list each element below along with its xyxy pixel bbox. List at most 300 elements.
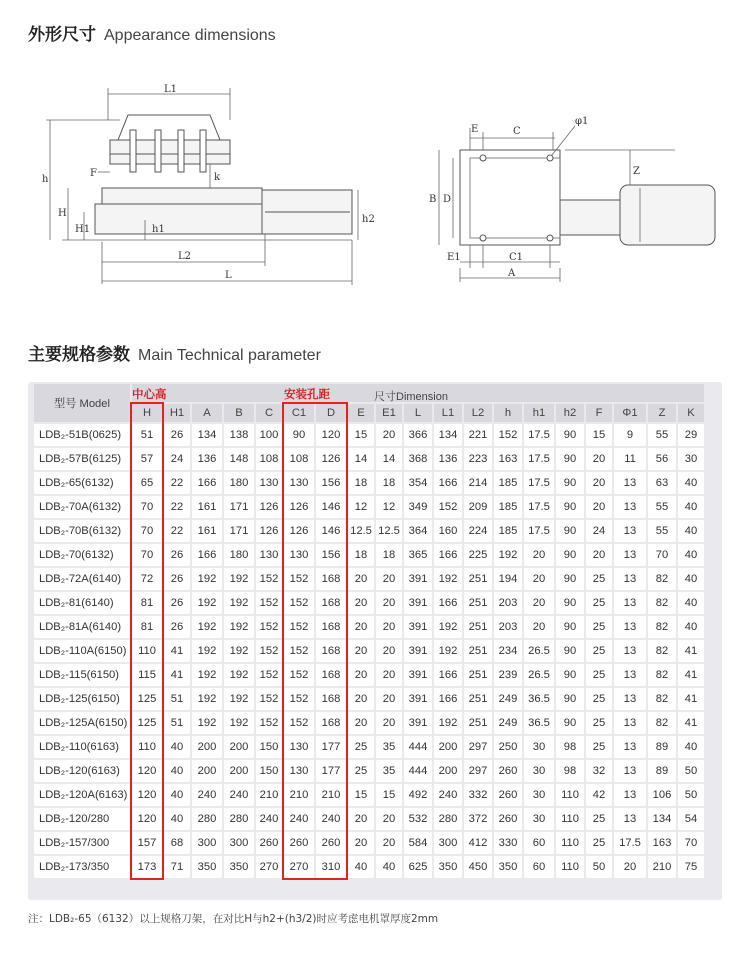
value-cell: 70 [648, 544, 676, 566]
value-cell: 152 [256, 664, 282, 686]
value-cell: 35 [376, 760, 402, 782]
column-header-3: B [224, 404, 254, 422]
value-cell: 168 [316, 616, 346, 638]
value-cell: 25 [586, 568, 612, 590]
value-cell: 18 [348, 472, 374, 494]
value-cell: 166 [434, 472, 462, 494]
value-cell: 14 [348, 448, 374, 470]
value-cell: 100 [256, 424, 282, 446]
label-Z: Z [633, 166, 640, 177]
value-cell: 192 [224, 640, 254, 662]
value-cell: 25 [586, 640, 612, 662]
value-cell: 26.5 [524, 640, 554, 662]
model-cell: LDB₂-110(6163) [34, 736, 130, 758]
value-cell: 166 [192, 472, 222, 494]
value-cell: 20 [376, 712, 402, 734]
value-cell: 157 [132, 832, 162, 854]
value-cell: 90 [284, 424, 314, 446]
value-cell: 20 [524, 616, 554, 638]
value-cell: 152 [256, 616, 282, 638]
value-cell: 166 [434, 688, 462, 710]
center-height-highlight [130, 402, 164, 880]
value-cell: 130 [284, 544, 314, 566]
value-cell: 270 [284, 856, 314, 878]
value-cell: 192 [494, 544, 522, 566]
value-cell: 250 [494, 736, 522, 758]
value-cell: 134 [648, 808, 676, 830]
value-cell: 240 [256, 808, 282, 830]
column-header-11: L2 [464, 404, 492, 422]
top-view-drawing [425, 110, 725, 290]
value-cell: 260 [284, 832, 314, 854]
model-cell: LDB₂-72A(6140) [34, 568, 130, 590]
value-cell: 126 [256, 496, 282, 518]
value-cell: 12 [376, 496, 402, 518]
value-cell: 22 [164, 496, 190, 518]
value-cell: 260 [494, 784, 522, 806]
value-cell: 65 [132, 472, 162, 494]
value-cell: 300 [434, 832, 462, 854]
value-cell: 22 [164, 472, 190, 494]
value-cell: 42 [586, 784, 612, 806]
label-D: D [443, 194, 452, 205]
label-H1: H1 [75, 224, 91, 235]
value-cell: 17.5 [614, 832, 646, 854]
value-cell: 391 [404, 688, 432, 710]
value-cell: 368 [404, 448, 432, 470]
value-cell: 15 [586, 424, 612, 446]
value-cell: 192 [192, 640, 222, 662]
value-cell: 192 [192, 568, 222, 590]
value-cell: 349 [404, 496, 432, 518]
value-cell: 55 [648, 424, 676, 446]
value-cell: 444 [404, 760, 432, 782]
value-cell: 20 [376, 688, 402, 710]
value-cell: 40 [678, 592, 704, 614]
value-cell: 192 [224, 616, 254, 638]
value-cell: 280 [192, 808, 222, 830]
value-cell: 20 [348, 688, 374, 710]
value-cell: 152 [284, 592, 314, 614]
value-cell: 120 [132, 784, 162, 806]
value-cell: 126 [284, 520, 314, 542]
value-cell: 492 [404, 784, 432, 806]
value-cell: 192 [192, 616, 222, 638]
value-cell: 36.5 [524, 712, 554, 734]
value-cell: 20 [524, 592, 554, 614]
value-cell: 70 [132, 544, 162, 566]
value-cell: 13 [614, 472, 646, 494]
value-cell: 180 [224, 472, 254, 494]
value-cell: 192 [224, 688, 254, 710]
value-cell: 20 [376, 592, 402, 614]
value-cell: 365 [404, 544, 432, 566]
value-cell: 239 [494, 664, 522, 686]
value-cell: 26 [164, 544, 190, 566]
value-cell: 15 [348, 424, 374, 446]
value-cell: 300 [192, 832, 222, 854]
value-cell: 17.5 [524, 496, 554, 518]
value-cell: 240 [316, 808, 346, 830]
value-cell: 192 [192, 688, 222, 710]
value-cell: 240 [192, 784, 222, 806]
value-cell: 532 [404, 808, 432, 830]
value-cell: 161 [192, 520, 222, 542]
column-header-10: L1 [434, 404, 462, 422]
value-cell: 192 [224, 712, 254, 734]
value-cell: 260 [256, 832, 282, 854]
value-cell: 35 [376, 736, 402, 758]
value-cell: 225 [464, 544, 492, 566]
value-cell: 25 [586, 616, 612, 638]
value-cell: 90 [556, 616, 584, 638]
value-cell: 152 [284, 688, 314, 710]
value-cell: 90 [556, 520, 584, 542]
value-cell: 332 [464, 784, 492, 806]
value-cell: 90 [556, 592, 584, 614]
value-cell: 41 [678, 712, 704, 734]
column-header-17: Z [648, 404, 676, 422]
label-h1: h1 [152, 224, 165, 235]
value-cell: 13 [614, 688, 646, 710]
value-cell: 25 [586, 832, 612, 854]
value-cell: 90 [556, 568, 584, 590]
dimension-header: 尺寸Dimension [374, 391, 448, 403]
value-cell: 40 [348, 856, 374, 878]
value-cell: 18 [348, 544, 374, 566]
value-cell: 391 [404, 616, 432, 638]
value-cell: 192 [192, 712, 222, 734]
value-cell: 20 [348, 808, 374, 830]
center-height-label: 中心高 [132, 387, 167, 401]
value-cell: 13 [614, 496, 646, 518]
value-cell: 372 [464, 808, 492, 830]
value-cell: 106 [648, 784, 676, 806]
value-cell: 90 [556, 496, 584, 518]
value-cell: 20 [586, 448, 612, 470]
value-cell: 152 [256, 568, 282, 590]
value-cell: 391 [404, 640, 432, 662]
value-cell: 13 [614, 808, 646, 830]
value-cell: 40 [164, 808, 190, 830]
value-cell: 36.5 [524, 688, 554, 710]
model-cell: LDB₂-120/280 [34, 808, 130, 830]
value-cell: 9 [614, 424, 646, 446]
value-cell: 297 [464, 736, 492, 758]
value-cell: 200 [224, 736, 254, 758]
value-cell: 40 [678, 616, 704, 638]
value-cell: 60 [524, 856, 554, 878]
value-cell: 166 [434, 544, 462, 566]
value-cell: 249 [494, 688, 522, 710]
model-cell: LDB₂-110A(6150) [34, 640, 130, 662]
value-cell: 90 [556, 712, 584, 734]
value-cell: 150 [256, 736, 282, 758]
value-cell: 251 [464, 688, 492, 710]
value-cell: 22 [164, 520, 190, 542]
model-cell: LDB₂-65(6132) [34, 472, 130, 494]
value-cell: 25 [586, 688, 612, 710]
value-cell: 163 [494, 448, 522, 470]
value-cell: 40 [678, 496, 704, 518]
value-cell: 126 [284, 496, 314, 518]
value-cell: 152 [256, 712, 282, 734]
value-cell: 200 [192, 736, 222, 758]
value-cell: 192 [434, 712, 462, 734]
value-cell: 240 [284, 808, 314, 830]
value-cell: 280 [434, 808, 462, 830]
value-cell: 82 [648, 616, 676, 638]
value-cell: 40 [678, 568, 704, 590]
value-cell: 20 [376, 568, 402, 590]
value-cell: 192 [434, 640, 462, 662]
label-C1: C1 [509, 252, 524, 263]
value-cell: 192 [434, 568, 462, 590]
value-cell: 20 [348, 832, 374, 854]
label-L1: L1 [164, 84, 178, 95]
value-cell: 310 [316, 856, 346, 878]
value-cell: 82 [648, 664, 676, 686]
label-k: k [214, 172, 221, 183]
hole-spacing-label: 安装孔距 [284, 387, 330, 401]
value-cell: 136 [434, 448, 462, 470]
value-cell: 108 [284, 448, 314, 470]
value-cell: 152 [256, 640, 282, 662]
value-cell: 90 [556, 448, 584, 470]
column-header-12: h [494, 404, 522, 422]
column-header-13: h1 [524, 404, 554, 422]
footnote: 注：LDB₂-65（6132）以上规格刀架，在对比H与h2+(h3/2)时应考虑电机罩厚度2mm [28, 913, 439, 925]
value-cell: 50 [586, 856, 612, 878]
value-cell: 125 [132, 712, 162, 734]
value-cell: 203 [494, 616, 522, 638]
parameter-table-panel [28, 382, 722, 900]
model-cell: LDB₂-157/300 [34, 832, 130, 854]
value-cell: 152 [284, 568, 314, 590]
value-cell: 168 [316, 568, 346, 590]
value-cell: 25 [348, 760, 374, 782]
label-phi1: φ1 [575, 116, 589, 127]
value-cell: 51 [132, 424, 162, 446]
value-cell: 20 [524, 544, 554, 566]
value-cell: 30 [524, 808, 554, 830]
value-cell: 20 [348, 640, 374, 662]
value-cell: 40 [164, 760, 190, 782]
value-cell: 171 [224, 520, 254, 542]
hole-spacing-highlight [282, 402, 348, 880]
value-cell: 126 [256, 520, 282, 542]
value-cell: 120 [132, 808, 162, 830]
value-cell: 192 [434, 616, 462, 638]
value-cell: 134 [192, 424, 222, 446]
column-header-7: E [348, 404, 374, 422]
value-cell: 166 [192, 544, 222, 566]
value-cell: 20 [376, 424, 402, 446]
value-cell: 134 [434, 424, 462, 446]
model-cell: LDB₂-115(6150) [34, 664, 130, 686]
value-cell: 110 [132, 736, 162, 758]
value-cell: 20 [586, 472, 612, 494]
value-cell: 30 [524, 784, 554, 806]
value-cell: 192 [224, 592, 254, 614]
value-cell: 25 [586, 808, 612, 830]
value-cell: 25 [348, 736, 374, 758]
value-cell: 71 [164, 856, 190, 878]
value-cell: 82 [648, 592, 676, 614]
value-cell: 152 [284, 664, 314, 686]
column-header-4: C [256, 404, 282, 422]
value-cell: 444 [404, 736, 432, 758]
value-cell: 210 [316, 784, 346, 806]
value-cell: 20 [376, 664, 402, 686]
value-cell: 130 [256, 472, 282, 494]
value-cell: 185 [494, 496, 522, 518]
value-cell: 130 [284, 472, 314, 494]
value-cell: 177 [316, 736, 346, 758]
value-cell: 251 [464, 616, 492, 638]
value-cell: 40 [678, 544, 704, 566]
value-cell: 13 [614, 592, 646, 614]
value-cell: 26 [164, 616, 190, 638]
value-cell: 249 [494, 712, 522, 734]
value-cell: 40 [678, 736, 704, 758]
value-cell: 90 [556, 472, 584, 494]
model-cell: LDB₂-81(6140) [34, 592, 130, 614]
value-cell: 72 [132, 568, 162, 590]
value-cell: 75 [678, 856, 704, 878]
column-header-2: A [192, 404, 222, 422]
value-cell: 40 [164, 736, 190, 758]
value-cell: 391 [404, 592, 432, 614]
value-cell: 168 [316, 592, 346, 614]
value-cell: 25 [586, 664, 612, 686]
model-cell: LDB₂-125(6150) [34, 688, 130, 710]
value-cell: 82 [648, 712, 676, 734]
value-cell: 13 [614, 784, 646, 806]
value-cell: 625 [404, 856, 432, 878]
label-E1: E1 [447, 252, 461, 263]
value-cell: 20 [586, 496, 612, 518]
model-cell: LDB₂-70A(6132) [34, 496, 130, 518]
value-cell: 110 [556, 832, 584, 854]
value-cell: 14 [376, 448, 402, 470]
value-cell: 120 [316, 424, 346, 446]
value-cell: 185 [494, 472, 522, 494]
value-cell: 221 [464, 424, 492, 446]
value-cell: 70 [678, 832, 704, 854]
value-cell: 240 [224, 784, 254, 806]
value-cell: 29 [678, 424, 704, 446]
value-cell: 260 [494, 760, 522, 782]
value-cell: 13 [614, 520, 646, 542]
value-cell: 192 [192, 664, 222, 686]
value-cell: 330 [494, 832, 522, 854]
value-cell: 30 [524, 760, 554, 782]
value-cell: 12 [348, 496, 374, 518]
value-cell: 251 [464, 640, 492, 662]
value-cell: 41 [678, 640, 704, 662]
value-cell: 89 [648, 736, 676, 758]
model-cell: LDB₂-173/350 [34, 856, 130, 878]
value-cell: 18 [376, 544, 402, 566]
value-cell: 130 [256, 544, 282, 566]
value-cell: 81 [132, 592, 162, 614]
value-cell: 297 [464, 760, 492, 782]
value-cell: 166 [434, 592, 462, 614]
value-cell: 210 [256, 784, 282, 806]
value-cell: 41 [164, 664, 190, 686]
value-cell: 391 [404, 568, 432, 590]
value-cell: 55 [648, 520, 676, 542]
label-H: H [58, 208, 67, 219]
value-cell: 214 [464, 472, 492, 494]
value-cell: 115 [132, 664, 162, 686]
value-cell: 13 [614, 640, 646, 662]
value-cell: 20 [376, 808, 402, 830]
value-cell: 148 [224, 448, 254, 470]
technical-parameter-title: 主要规格参数 Main Technical parameter [28, 345, 321, 365]
value-cell: 41 [678, 688, 704, 710]
value-cell: 270 [256, 856, 282, 878]
value-cell: 150 [256, 760, 282, 782]
value-cell: 251 [464, 712, 492, 734]
value-cell: 168 [316, 640, 346, 662]
value-cell: 41 [678, 664, 704, 686]
value-cell: 152 [434, 496, 462, 518]
value-cell: 110 [556, 808, 584, 830]
value-cell: 173 [132, 856, 162, 878]
value-cell: 82 [648, 640, 676, 662]
value-cell: 51 [164, 688, 190, 710]
label-F: F [90, 168, 97, 179]
value-cell: 20 [376, 640, 402, 662]
value-cell: 156 [316, 544, 346, 566]
value-cell: 350 [434, 856, 462, 878]
value-cell: 110 [132, 640, 162, 662]
value-cell: 20 [348, 568, 374, 590]
value-cell: 166 [434, 664, 462, 686]
value-cell: 280 [224, 808, 254, 830]
value-cell: 17.5 [524, 448, 554, 470]
value-cell: 251 [464, 568, 492, 590]
value-cell: 251 [464, 592, 492, 614]
label-h2: h2 [362, 214, 375, 225]
value-cell: 11 [614, 448, 646, 470]
value-cell: 138 [224, 424, 254, 446]
value-cell: 146 [316, 520, 346, 542]
value-cell: 24 [586, 520, 612, 542]
value-cell: 12.5 [348, 520, 374, 542]
value-cell: 160 [434, 520, 462, 542]
value-cell: 240 [434, 784, 462, 806]
value-cell: 152 [494, 424, 522, 446]
column-header-9: L [404, 404, 432, 422]
label-L2: L2 [178, 251, 192, 262]
column-header-18: K [678, 404, 704, 422]
value-cell: 40 [164, 784, 190, 806]
value-cell: 20 [348, 664, 374, 686]
value-cell: 152 [256, 688, 282, 710]
column-header-16: Φ1 [614, 404, 646, 422]
label-h: h [42, 174, 49, 185]
value-cell: 110 [556, 856, 584, 878]
value-cell: 12.5 [376, 520, 402, 542]
value-cell: 15 [348, 784, 374, 806]
value-cell: 450 [464, 856, 492, 878]
value-cell: 81 [132, 616, 162, 638]
label-C: C [513, 126, 521, 137]
value-cell: 68 [164, 832, 190, 854]
